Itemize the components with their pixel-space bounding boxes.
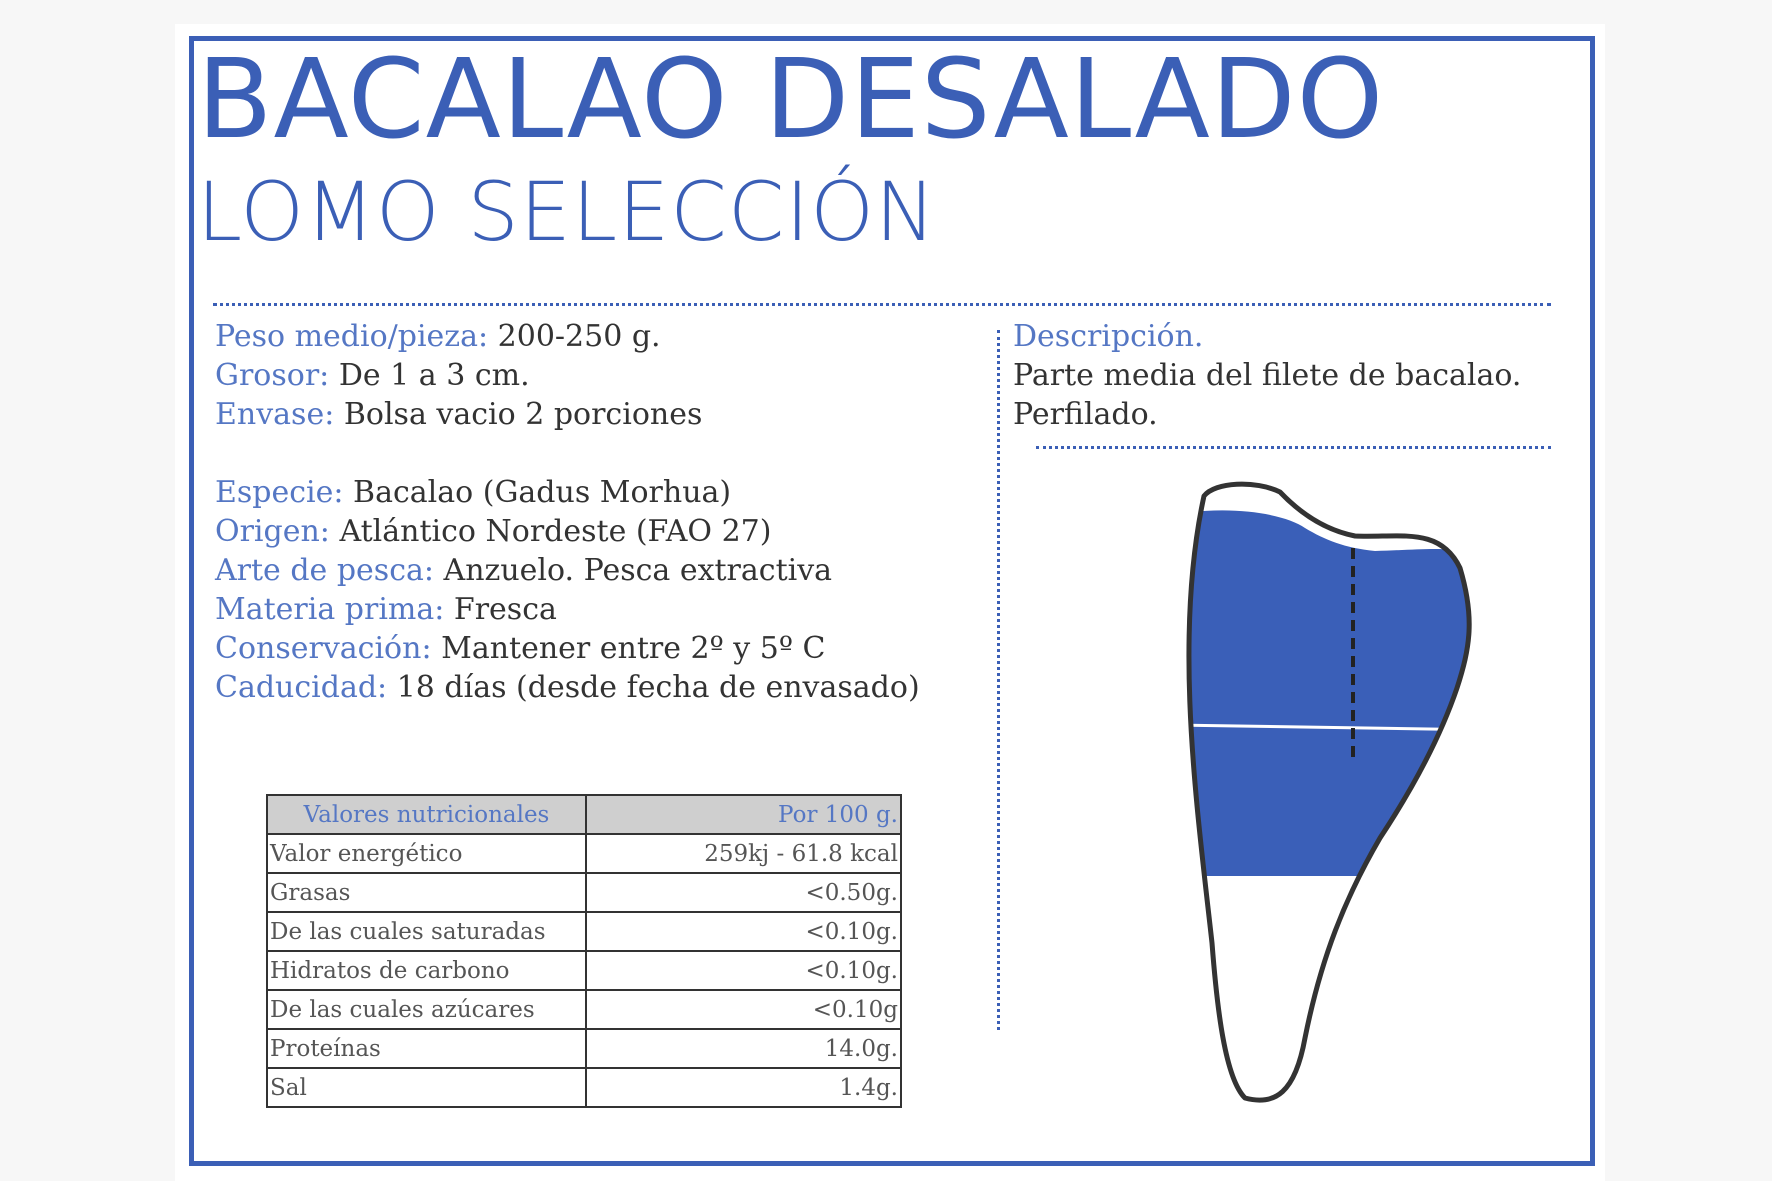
nutrient-value: 14.0g. xyxy=(586,1029,901,1068)
table-row xyxy=(267,912,901,951)
spec-label: Origen: xyxy=(215,514,330,549)
spec-value: Atlántico Nordeste (FAO 27) xyxy=(329,514,772,549)
nutrition-header-amount: Por 100 g. xyxy=(586,795,901,834)
product-specs xyxy=(215,317,995,707)
table-row xyxy=(267,873,901,912)
nutrient-value: <0.10g. xyxy=(586,912,901,951)
spec-value: Anzuelo. Pesca extractiva xyxy=(434,553,833,588)
nutrient-name: Valor energético xyxy=(267,834,586,873)
loin-shaded-region xyxy=(1185,510,1495,876)
spec-label: Especie: xyxy=(215,475,344,510)
table-row xyxy=(267,951,901,990)
spec-label: Envase: xyxy=(215,397,335,432)
spec-value: 18 días (desde fecha de envasado) xyxy=(387,670,920,705)
cod-loin-illustration xyxy=(1175,478,1495,1128)
nutrient-name: Hidratos de carbono xyxy=(267,951,586,990)
spec-label: Peso medio/pieza: xyxy=(215,319,489,354)
spec-label: Grosor: xyxy=(215,358,330,393)
table-row xyxy=(267,1029,901,1068)
nutrient-value: <0.50g. xyxy=(586,873,901,912)
header-divider xyxy=(213,303,1551,306)
nutrient-name: De las cuales saturadas xyxy=(267,912,586,951)
description-divider xyxy=(1036,446,1551,449)
product-description xyxy=(1013,317,1603,434)
nutrient-name: Proteínas xyxy=(267,1029,586,1068)
description-line: Perfilado. xyxy=(1013,397,1158,432)
nutrient-name: De las cuales azúcares xyxy=(267,990,586,1029)
nutrition-header-row xyxy=(267,795,901,834)
nutrient-name: Sal xyxy=(267,1068,586,1107)
spec-storage xyxy=(215,629,995,668)
spec-label: Conservación: xyxy=(215,631,432,666)
spec-value: Bolsa vacio 2 porciones xyxy=(334,397,703,432)
table-row xyxy=(267,1068,901,1107)
spec-fishing-method xyxy=(215,551,995,590)
table-row xyxy=(267,990,901,1029)
description-title: Descripción. xyxy=(1013,319,1204,354)
spec-value: De 1 a 3 cm. xyxy=(329,358,530,393)
product-subtitle: LOMO SELECCIÓN xyxy=(197,166,937,260)
description-line: Parte media del filete de bacalao. xyxy=(1013,358,1522,393)
table-row xyxy=(267,834,901,873)
spec-label: Caducidad: xyxy=(215,670,388,705)
spec-value: 200-250 g. xyxy=(488,319,661,354)
nutrient-value: <0.10g xyxy=(586,990,901,1029)
nutrient-value: 259kj - 61.8 kcal xyxy=(586,834,901,873)
spec-expiry xyxy=(215,668,995,707)
nutrition-header-label: Valores nutricionales xyxy=(267,795,586,834)
nutrient-value: <0.10g. xyxy=(586,951,901,990)
spec-origin xyxy=(215,512,995,551)
spec-weight xyxy=(215,317,995,356)
nutrition-table xyxy=(266,794,902,1108)
spec-packaging xyxy=(215,395,995,434)
spec-label: Materia prima: xyxy=(215,592,445,627)
spec-value: Bacalao (Gadus Morhua) xyxy=(343,475,732,510)
column-divider xyxy=(997,330,1000,1030)
spec-value: Mantener entre 2º y 5º C xyxy=(431,631,826,666)
spec-thickness xyxy=(215,356,995,395)
spec-raw-material xyxy=(215,590,995,629)
spec-species xyxy=(215,473,995,512)
spec-label: Arte de pesca: xyxy=(215,553,434,588)
product-title: BACALAO DESALADO xyxy=(197,35,1385,163)
nutrient-value: 1.4g. xyxy=(586,1068,901,1107)
spec-value: Fresca xyxy=(444,592,557,627)
nutrient-name: Grasas xyxy=(267,873,586,912)
